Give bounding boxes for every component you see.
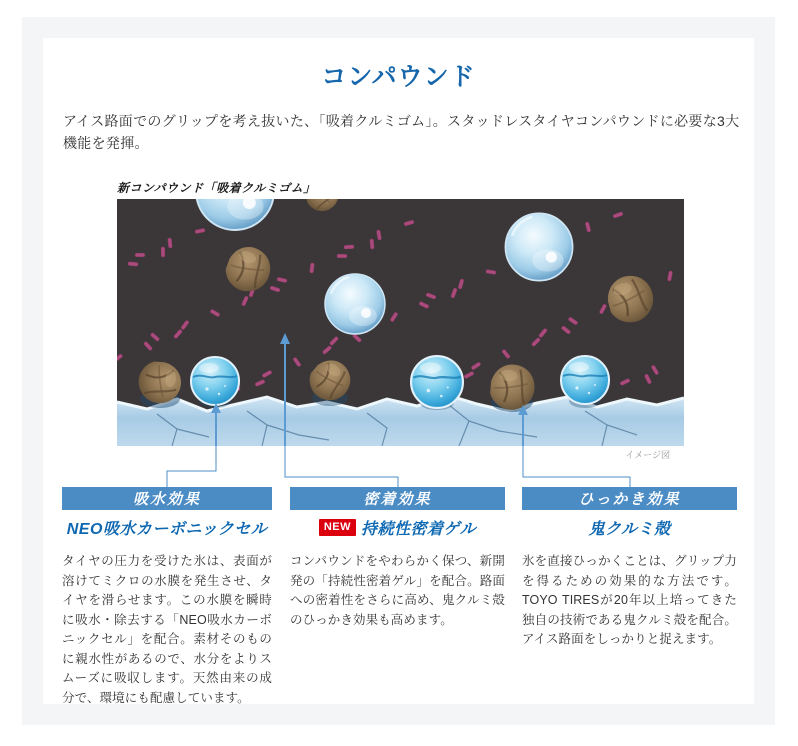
water-filled-sphere: [411, 356, 463, 408]
water-absorb-sphere: [325, 274, 385, 334]
feature-column-adhesion: [290, 487, 505, 630]
feature-column-scratch: [522, 487, 737, 650]
water-filled-sphere: [191, 357, 239, 405]
feature-subtitle: [522, 516, 737, 539]
feature-description: タイヤの圧力を受けた氷は、表面が溶けてミクロの水膜を発生させ、タイヤを滑らせます。この水膜を瞬時に吸水・除去する「NEO吸水カーボニックセル」を配合。素材そのものに親水性があるので、水分をよりスムーズに吸収します。天然由来の成分で、環境にも配慮しています。: [62, 554, 272, 705]
water-absorb-sphere: [505, 213, 572, 280]
figure-caption: イメージ図: [625, 450, 670, 460]
feature-subtitle-text: NEO吸水カーボニックセル: [66, 521, 268, 538]
content-card: [22, 17, 775, 725]
feature-subtitle-text: 鬼クルミ殻: [588, 521, 671, 538]
feature-subtitle: [62, 516, 272, 539]
leader-lines: [117, 446, 684, 488]
page-content: [43, 38, 754, 704]
water-filled-sphere: [561, 356, 609, 404]
feature-header: 密着効果: [290, 487, 505, 510]
feature-subtitle: [290, 516, 505, 539]
feature-header: ひっかき効果: [522, 487, 737, 510]
feature-column-absorption: [62, 487, 272, 708]
new-badge: NEW: [319, 519, 356, 535]
compound-illustration: [117, 199, 684, 446]
feature-subtitle-text: 持続性密着ゲル: [360, 521, 477, 538]
intro-paragraph: アイス路面でのグリップを考え抜いた、「吸着クルミゴム」。スタッドレスタイヤコンパウンドに必要な3大機能を発揮。: [63, 113, 740, 151]
feature-header: 吸水効果: [62, 487, 272, 510]
page-title: コンパウンド: [321, 63, 476, 91]
figure-label: 新コンパウンド「吸着クルミゴム」: [117, 181, 316, 195]
feature-description: 氷を直接ひっかくことは、グリップ力を得るための効果的な方法です。TOYO TIRESが20年以上培ってきた独自の技術である鬼クルミ殻を配合。アイス路面をしっかりと捉えます。: [522, 554, 737, 646]
feature-description: コンパウンドをやわらかく保つ、新開発の「持続性密着ゲル」を配合。路面への密着性をさらに高め、鬼クルミ殻のひっかき効果も高めます。: [290, 554, 505, 627]
